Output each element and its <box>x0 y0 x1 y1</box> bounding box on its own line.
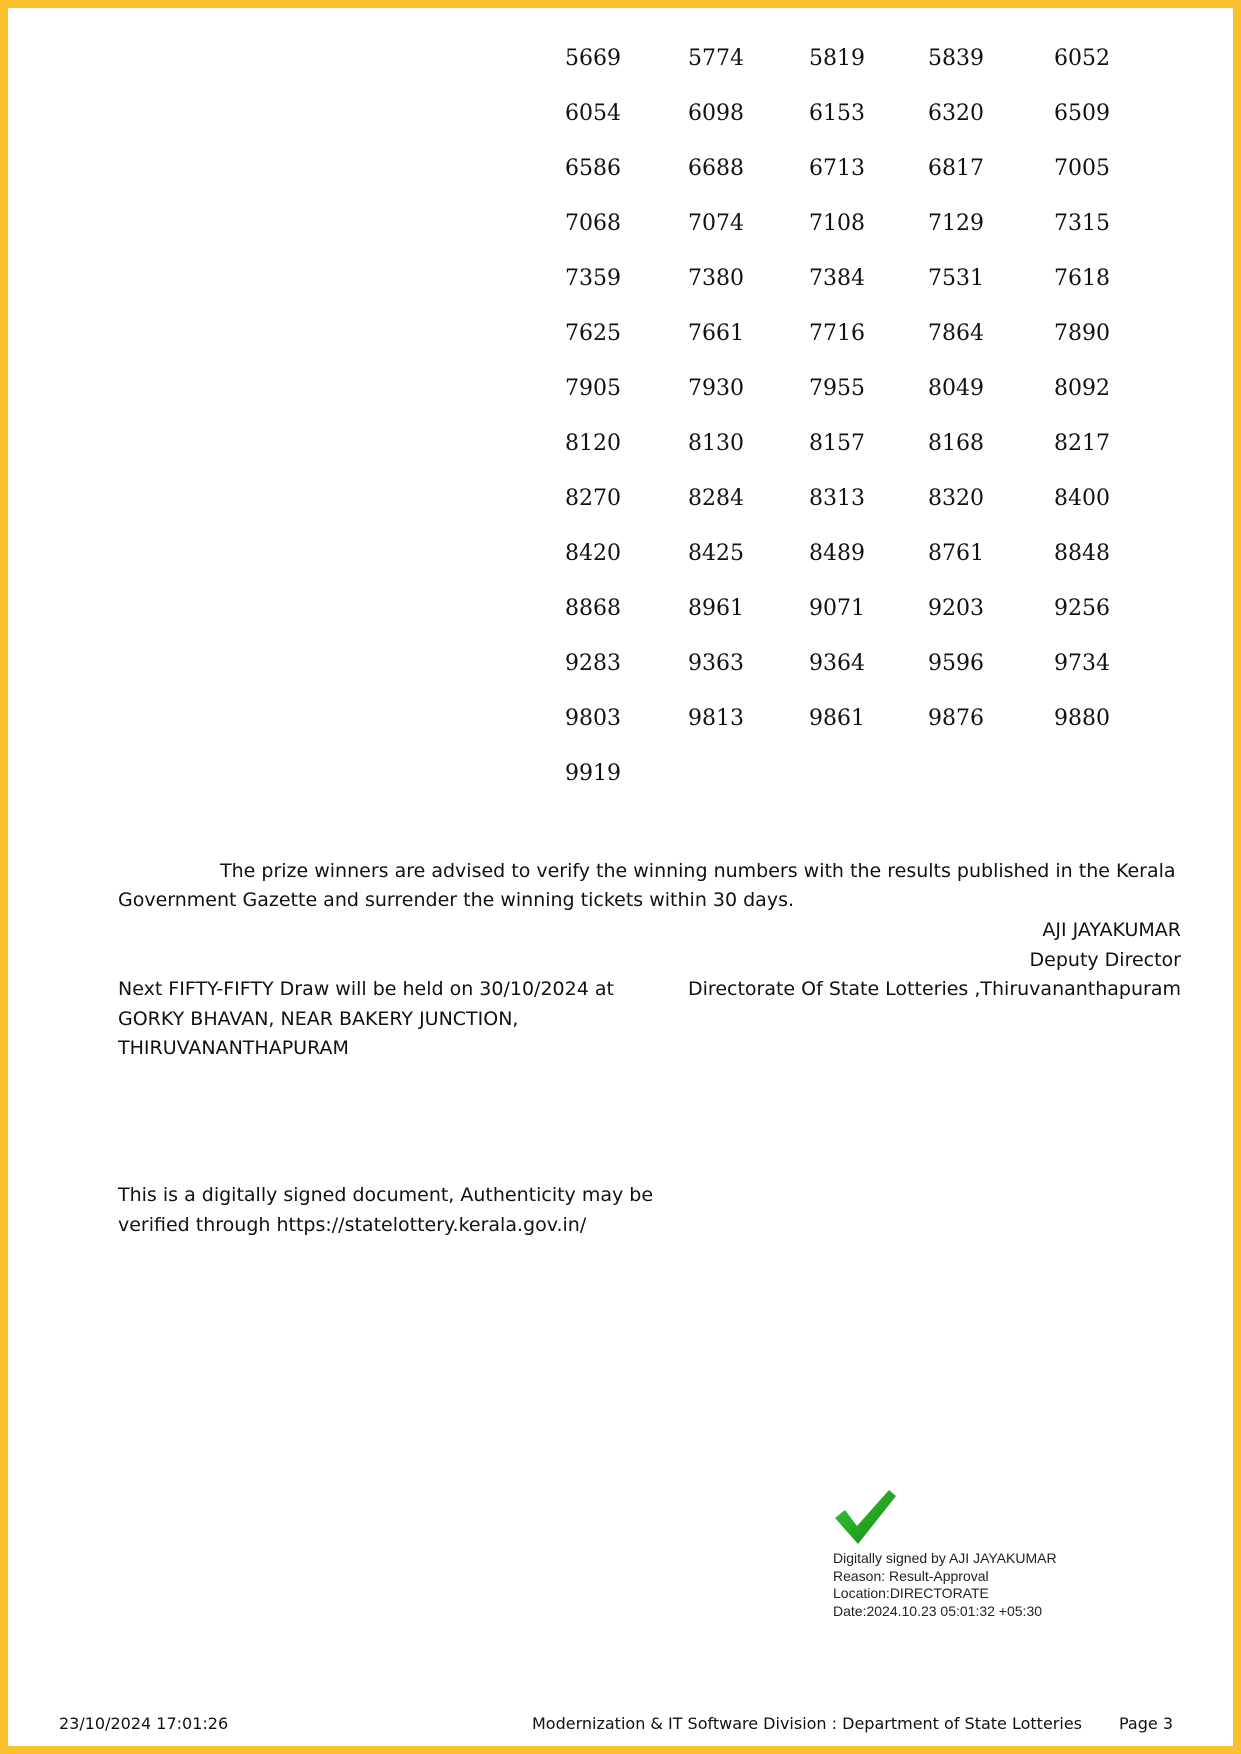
winning-number: 6098 <box>688 101 744 126</box>
winning-number: 7955 <box>809 376 865 401</box>
winning-number: 9364 <box>809 651 865 676</box>
winning-number: 6688 <box>688 156 744 181</box>
winning-number: 6054 <box>565 101 621 126</box>
winning-number: 7625 <box>565 321 621 346</box>
signatory-designation: Deputy Director <box>1029 948 1181 971</box>
winning-number: 7108 <box>809 211 865 236</box>
winning-number: 6817 <box>928 156 984 181</box>
winning-number: 7315 <box>1054 211 1110 236</box>
number-row <box>0 419 1241 474</box>
checkmark-icon <box>833 1488 897 1546</box>
winning-number: 8120 <box>565 431 621 456</box>
winning-number: 9363 <box>688 651 744 676</box>
winning-number: 8320 <box>928 486 984 511</box>
winning-number: 8168 <box>928 431 984 456</box>
winning-number: 8284 <box>688 486 744 511</box>
winning-number: 7384 <box>809 266 865 291</box>
winning-number: 7661 <box>688 321 744 346</box>
winning-number: 8868 <box>565 596 621 621</box>
winning-number: 8270 <box>565 486 621 511</box>
number-row <box>0 694 1241 749</box>
winning-number: 5819 <box>809 46 865 71</box>
number-row <box>0 749 1241 804</box>
winning-number: 8400 <box>1054 486 1110 511</box>
winning-number: 8049 <box>928 376 984 401</box>
number-row <box>0 474 1241 529</box>
footer-timestamp: 23/10/2024 17:01:26 <box>59 1714 229 1733</box>
digital-note-line: verified through https://statelottery.kerala.gov.in/ <box>118 1213 587 1236</box>
winning-number: 7930 <box>688 376 744 401</box>
winning-number: 8130 <box>688 431 744 456</box>
winning-number: 6509 <box>1054 101 1110 126</box>
next-draw-line: THIRUVANANTHAPURAM <box>118 1037 349 1059</box>
winning-number: 5669 <box>565 46 621 71</box>
digital-signature-stamp <box>833 1488 1153 1620</box>
stamp-signer: Digitally signed by AJI JAYAKUMAR <box>833 1550 1057 1566</box>
winning-number: 9813 <box>688 706 744 731</box>
winning-number: 8217 <box>1054 431 1110 456</box>
winning-number: 8961 <box>688 596 744 621</box>
winning-number: 9803 <box>565 706 621 731</box>
winning-number: 7068 <box>565 211 621 236</box>
signatory-office: Directorate Of State Lotteries ,Thiruvananthapuram <box>688 978 1181 1000</box>
winning-number: 9919 <box>565 761 621 786</box>
page-footer <box>0 1714 1241 1736</box>
next-draw-notice <box>118 975 678 1064</box>
footer-division: Modernization & IT Software Division : Department of State Lotteries <box>532 1714 1082 1733</box>
winning-number: 7864 <box>928 321 984 346</box>
number-row <box>0 34 1241 89</box>
number-row <box>0 254 1241 309</box>
number-row <box>0 144 1241 199</box>
winning-number: 6153 <box>809 101 865 126</box>
winning-number: 6320 <box>928 101 984 126</box>
winning-number: 7359 <box>565 266 621 291</box>
winning-number: 8092 <box>1054 376 1110 401</box>
winning-number: 9283 <box>565 651 621 676</box>
stamp-location: Location:DIRECTORATE <box>833 1585 989 1601</box>
winning-number: 6713 <box>809 156 865 181</box>
number-row <box>0 309 1241 364</box>
winning-number: 9203 <box>928 596 984 621</box>
winning-number: 7890 <box>1054 321 1110 346</box>
number-row <box>0 529 1241 584</box>
number-row <box>0 89 1241 144</box>
winning-number: 7005 <box>1054 156 1110 181</box>
winning-number: 6586 <box>565 156 621 181</box>
winning-number: 6052 <box>1054 46 1110 71</box>
winning-number: 9256 <box>1054 596 1110 621</box>
digital-note-line: This is a digitally signed document, Authenticity may be <box>118 1184 654 1206</box>
winning-number: 8761 <box>928 541 984 566</box>
signatory-name: AJI JAYAKUMAR <box>1042 919 1181 941</box>
winning-number: 7618 <box>1054 266 1110 291</box>
number-row <box>0 199 1241 254</box>
winning-number: 8489 <box>809 541 865 566</box>
winning-number: 7129 <box>928 211 984 236</box>
winning-number: 9596 <box>928 651 984 676</box>
digital-signature-note <box>118 1181 718 1240</box>
winning-number: 7074 <box>688 211 744 236</box>
winning-number: 7716 <box>809 321 865 346</box>
winning-number: 7531 <box>928 266 984 291</box>
winning-number: 5774 <box>688 46 744 71</box>
winning-number: 9861 <box>809 706 865 731</box>
winning-number: 9734 <box>1054 651 1110 676</box>
number-row <box>0 584 1241 639</box>
winning-number: 9876 <box>928 706 984 731</box>
winning-number: 8420 <box>565 541 621 566</box>
next-draw-line: Next FIFTY-FIFTY Draw will be held on 30/10/2024 at <box>118 978 614 1000</box>
winning-number: 8313 <box>809 486 865 511</box>
winning-numbers-grid <box>0 34 1241 804</box>
winning-number: 7905 <box>565 376 621 401</box>
stamp-date: Date:2024.10.23 05:01:32 +05:30 <box>833 1602 1043 1619</box>
signatory-block <box>688 916 1181 1005</box>
stamp-reason: Reason: Result-Approval <box>833 1567 989 1584</box>
winning-number: 9880 <box>1054 706 1110 731</box>
advice-paragraph: The prize winners are advised to verify the winning numbers with the results published in the Kerala Government Gazette and surrender the winning tickets within 30 days. <box>118 860 1176 911</box>
next-draw-line: GORKY BHAVAN, NEAR BAKERY JUNCTION, <box>118 1007 519 1030</box>
winning-number: 8157 <box>809 431 865 456</box>
winning-number: 5839 <box>928 46 984 71</box>
number-row <box>0 364 1241 419</box>
winning-number: 9071 <box>809 596 865 621</box>
footer-page-number: Page 3 <box>1119 1714 1173 1733</box>
winning-number: 8425 <box>688 541 744 566</box>
winning-number: 7380 <box>688 266 744 291</box>
number-row <box>0 639 1241 694</box>
winning-number: 8848 <box>1054 541 1110 566</box>
